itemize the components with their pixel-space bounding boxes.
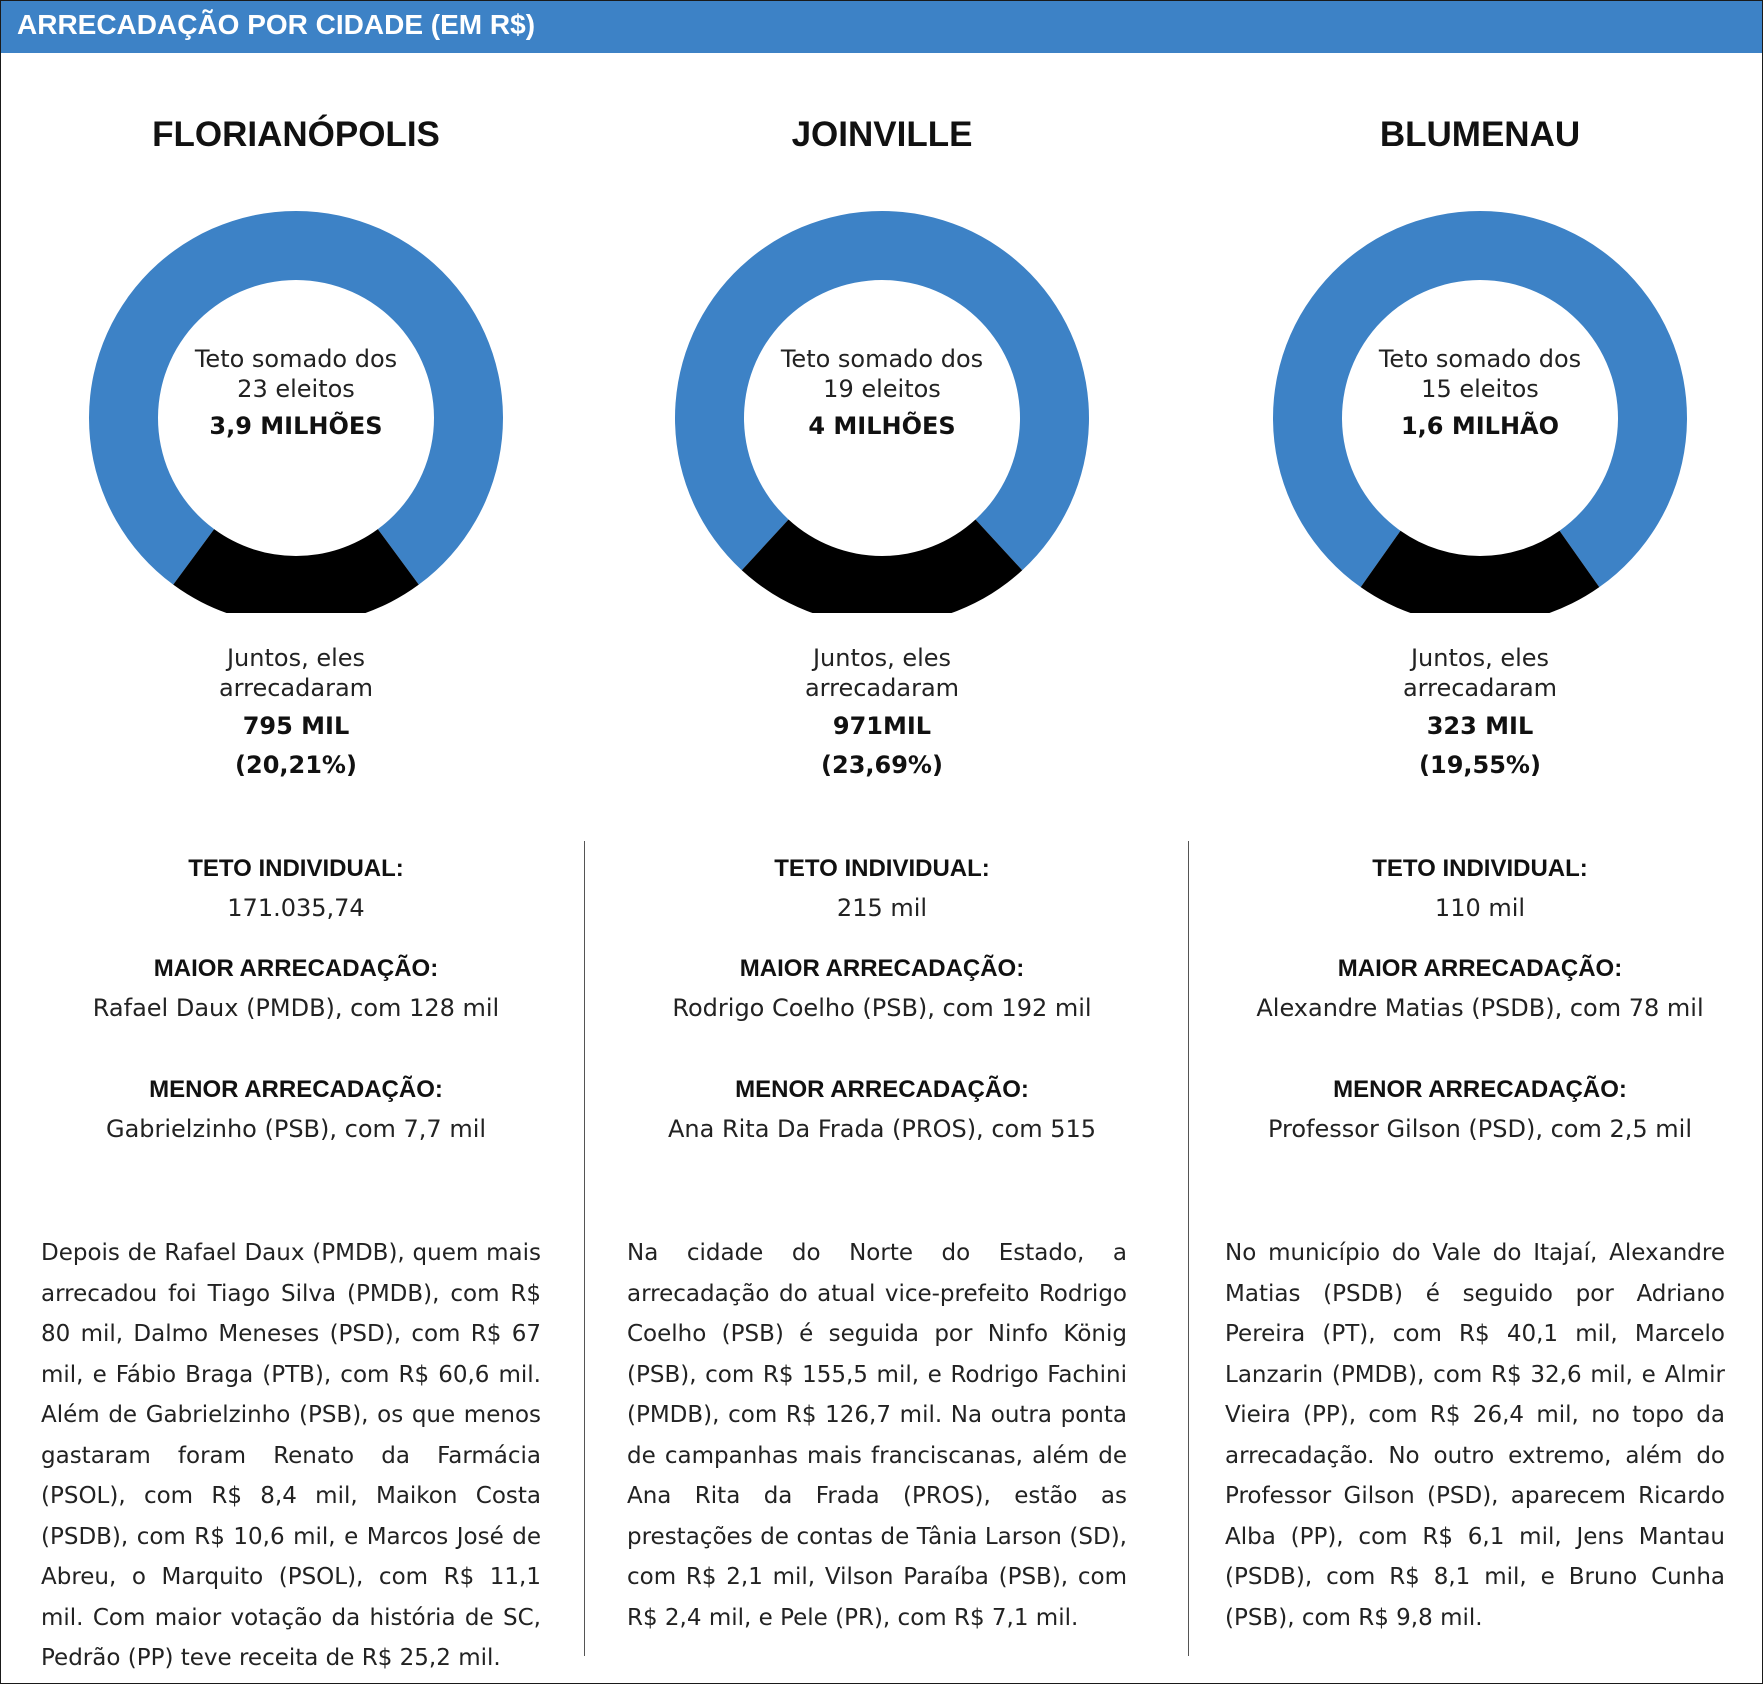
menor-arrecadacao-label: MENOR ARRECADAÇÃO: xyxy=(149,1076,443,1103)
donut-slice-arrecadado xyxy=(742,520,1022,613)
teto-individual-label: TETO INDIVIDUAL: xyxy=(774,855,990,882)
teto-individual-value: 171.035,74 xyxy=(227,894,365,922)
donut-center-label-line2: 19 eleitos xyxy=(823,375,941,403)
donut-chart xyxy=(1,53,591,613)
raised-percent: (20,21%) xyxy=(235,751,357,779)
teto-individual-value: 215 mil xyxy=(836,894,928,922)
maior-arrecadacao-value: Alexandre Matias (PSDB), com 78 mil xyxy=(1256,994,1704,1022)
donut-center-value: 4 MILHÕES xyxy=(808,412,956,440)
donut-center-label-line1: Teto somado dos xyxy=(194,345,398,373)
raised-value: 323 MIL xyxy=(1426,712,1534,740)
city-name: FLORIANÓPOLIS xyxy=(152,115,440,154)
menor-arrecadacao-value: Gabrielzinho (PSB), com 7,7 mil xyxy=(105,1115,487,1143)
raised-label-line1: Juntos, eles xyxy=(226,644,366,672)
donut-slice-arrecadado xyxy=(1361,531,1600,613)
teto-individual-value: 110 mil xyxy=(1434,894,1526,922)
maior-arrecadacao-label: MAIOR ARRECADAÇÃO: xyxy=(1337,955,1623,982)
raised-label-line2: arrecadaram xyxy=(1402,674,1558,702)
raised-label-line2: arrecadaram xyxy=(218,674,374,702)
raised-percent: (19,55%) xyxy=(1419,751,1541,779)
raised-value: 971MIL xyxy=(832,712,932,740)
donut-center-value: 3,9 MILHÕES xyxy=(209,412,383,440)
maior-arrecadacao-label: MAIOR ARRECADAÇÃO: xyxy=(153,955,439,982)
donut-center-label-line1: Teto somado dos xyxy=(1378,345,1582,373)
city-column-florianopolis xyxy=(1,53,591,1683)
raised-label-line1: Juntos, eles xyxy=(1410,644,1550,672)
header-bar xyxy=(1,1,1762,53)
donut-center-label-line2: 23 eleitos xyxy=(237,375,355,403)
menor-arrecadacao-value: Professor Gilson (PSD), com 2,5 mil xyxy=(1267,1115,1692,1143)
donut-center-label-line2: 15 eleitos xyxy=(1421,375,1539,403)
city-name: BLUMENAU xyxy=(1379,115,1581,154)
donut-chart xyxy=(587,53,1177,613)
menor-arrecadacao-value: Ana Rita Da Frada (PROS), com 515 xyxy=(667,1115,1097,1143)
maior-arrecadacao-value: Rafael Daux (PMDB), com 128 mil xyxy=(92,994,500,1022)
city-name: JOINVILLE xyxy=(791,115,973,154)
donut-chart xyxy=(1185,53,1763,613)
city-paragraph: Na cidade do Norte do Estado, a arrecadação do atual vice-prefeito Rodrigo Coelho (PSB) é seguida por Ninfo König (PSB), com R$ 155,5 mil, e Rodrigo Fachini (PMDB), com R$ 126,7 mil. Na outra ponta de campanhas mais franciscanas, além de Ana Rita da Frada (PROS), estão as prestações de contas de Tânia Larson (SD), com R$ 2,1 mil, Vilson Paraíba (PSB), com R$ 2,4 mil, e Pele (PR), com R$ 7,1 mil. xyxy=(627,1240,1127,1631)
teto-individual-label: TETO INDIVIDUAL: xyxy=(188,855,404,882)
donut-center-value: 1,6 MILHÃO xyxy=(1400,412,1560,440)
donut-center-label-line1: Teto somado dos xyxy=(780,345,984,373)
city-paragraph: Depois de Rafael Daux (PMDB), quem mais arrecadou foi Tiago Silva (PMDB), com R$ 80 mil, Dalmo Meneses (PSD), com R$ 67 mil, e Fábio Braga (PTB), com R$ 60,6 mil. Além de Gabrielzinho (PSB), os que menos gastaram foram Renato da Farmácia (PSOL), com R$ 8,4 mil, Maikon Costa (PSDB), com R$ 10,6 mil, e Marcos José de Abreu, o Marquito (PSOL), com R$ 11,1 mil. Com maior votação da história de SC, Pedrão (PP) teve receita de R$ 25,2 mil. xyxy=(41,1240,541,1671)
city-column-joinville xyxy=(587,53,1177,1683)
city-column-blumenau xyxy=(1185,53,1763,1683)
raised-percent: (23,69%) xyxy=(821,751,943,779)
raised-label-line2: arrecadaram xyxy=(804,674,960,702)
city-paragraph: No município do Vale do Itajaí, Alexandre Matias (PSDB) é seguido por Adriano Pereira (PT), com R$ 40,1 mil, Marcelo Lanzarin (PMDB), com R$ 32,6 mil, e Almir Vieira (PP), com R$ 26,4 mil, no topo da arrecadação. No outro extremo, além do Professor Gilson (PSD), aparecem Ricardo Alba (PP), com R$ 6,1 mil, Jens Mantau (PSDB), com R$ 8,1 mil, e Bruno Cunha (PSB), com R$ 9,8 mil. xyxy=(1225,1240,1725,1631)
menor-arrecadacao-label: MENOR ARRECADAÇÃO: xyxy=(735,1076,1029,1103)
donut-slice-arrecadado xyxy=(173,529,419,613)
raised-label-line1: Juntos, eles xyxy=(812,644,952,672)
menor-arrecadacao-label: MENOR ARRECADAÇÃO: xyxy=(1333,1076,1627,1103)
header-title: ARRECADAÇÃO POR CIDADE (EM R$) xyxy=(17,9,536,40)
teto-individual-label: TETO INDIVIDUAL: xyxy=(1372,855,1588,882)
column-divider xyxy=(584,841,585,1656)
raised-value: 795 MIL xyxy=(242,712,350,740)
maior-arrecadacao-value: Rodrigo Coelho (PSB), com 192 mil xyxy=(672,994,1092,1022)
maior-arrecadacao-label: MAIOR ARRECADAÇÃO: xyxy=(739,955,1025,982)
